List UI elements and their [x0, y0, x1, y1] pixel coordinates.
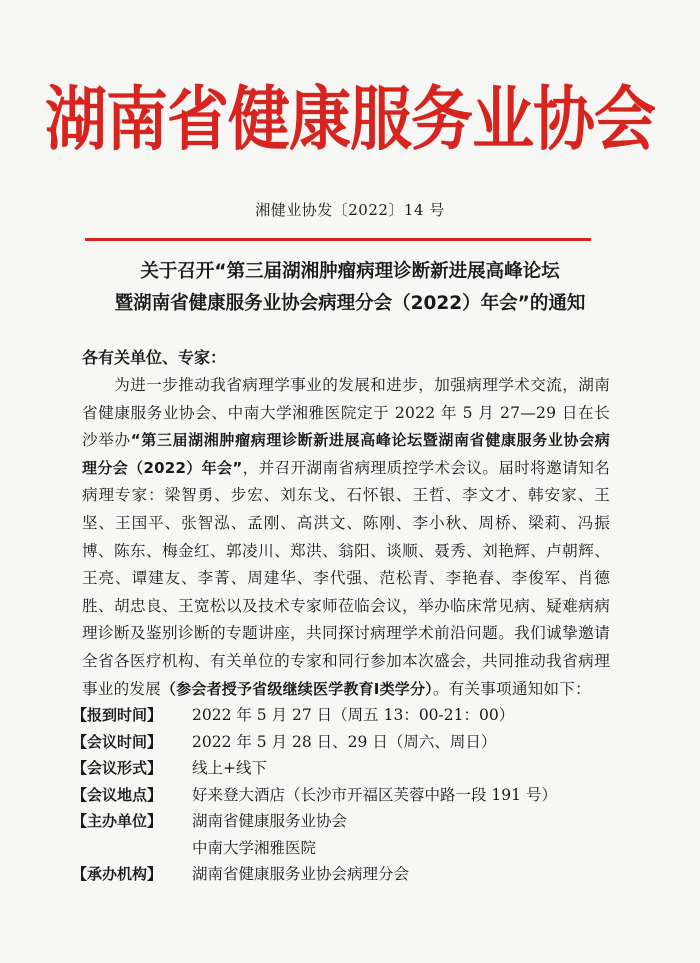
conference-name-bold: “第三届湖湘肿瘤病理诊断新进展高峰论坛暨湖南省健康服务业协会病理分会（2022）年会”	[82, 431, 611, 477]
body-text-part-3: 。有关事项通知如下：	[432, 679, 591, 698]
credit-note-bold: （参会者授予省级继续医学教育Ⅰ类学分）	[160, 679, 433, 698]
org-letterhead-title: 湖南省健康服务业协会	[44, 78, 655, 160]
info-row-venue	[72, 782, 632, 809]
body-text-part-2: ，并召开湖南省病理质控学术会议。届时将邀请知名病理专家：梁智勇、步宏、刘东戈、石怀银、王哲、李文才、韩安家、王坚、王国平、张智泓、孟刚、高洪文、陈刚、李小秋、周桥、梁莉、冯振博、陈东、梅金红、郭凌川、郑洪、翁阳、谈顺、聂秀、刘艳辉、卢朝辉、王亮、谭建友、李菁、周建华、李代强、范松青、李艳春、李俊军、肖德胜、胡忠良、王宽松以及技术专家师莅临会议，举办临床常见病、疑难病病理诊断及鉴别诊断的专题讲座，共同探讨病理学术前沿问题。我们诚挚邀请全省各医疗机构、有关单位的专家和同行参加本次盛会，共同推动我省病理事业的发展	[82, 458, 610, 698]
body-paragraph	[82, 372, 610, 703]
body-text-part-1: 为进一步推动我省病理学事业的发展和进步，加强病理学术交流，湖南省健康服务业协会、中南大学湘雅医院定于 2022 年 5 月 27—29 日在长沙举办	[82, 376, 610, 450]
notice-title-line-2: 暨湖南省健康服务业协会病理分会（2022）年会”的通知	[114, 293, 586, 314]
meeting-info-list	[72, 702, 632, 888]
info-label: 【主办单位】	[72, 812, 163, 830]
notice-title	[90, 256, 610, 320]
letterhead-divider	[85, 238, 591, 241]
info-label: 【承办机构】	[72, 865, 163, 883]
info-row-meeting-time	[72, 729, 632, 756]
info-label: 【会议时间】	[72, 732, 163, 751]
info-row-meeting-format	[72, 755, 632, 782]
info-value: 线上+线下	[192, 759, 267, 777]
info-label: 【报到时间】	[72, 706, 163, 724]
info-row-organizer	[72, 861, 632, 888]
salutation: 各有关单位、专家：	[82, 348, 227, 367]
info-label: 【会议地点】	[72, 785, 163, 804]
info-row-registration-time	[72, 702, 632, 729]
info-value: 湖南省健康服务业协会	[192, 812, 348, 830]
info-row-host-2	[72, 835, 632, 862]
document-number: 湘健业协发〔2022〕14 号	[255, 201, 445, 219]
info-label: 【会议形式】	[72, 759, 163, 777]
info-value: 好来登大酒店（长沙市开福区芙蓉中路一段 191 号）	[192, 785, 557, 804]
info-label	[72, 835, 188, 862]
info-value: 2022 年 5 月 28 日、29 日（周六、周日）	[192, 732, 497, 751]
info-value: 湖南省健康服务业协会病理分会	[192, 865, 410, 883]
info-row-host	[72, 808, 632, 835]
info-value: 2022 年 5 月 27 日（周五 13：00-21：00）	[192, 706, 515, 724]
notice-title-line-1: 关于召开“第三届湖湘肿瘤病理诊断新进展高峰论坛	[140, 261, 560, 282]
info-value: 中南大学湘雅医院	[192, 838, 317, 857]
